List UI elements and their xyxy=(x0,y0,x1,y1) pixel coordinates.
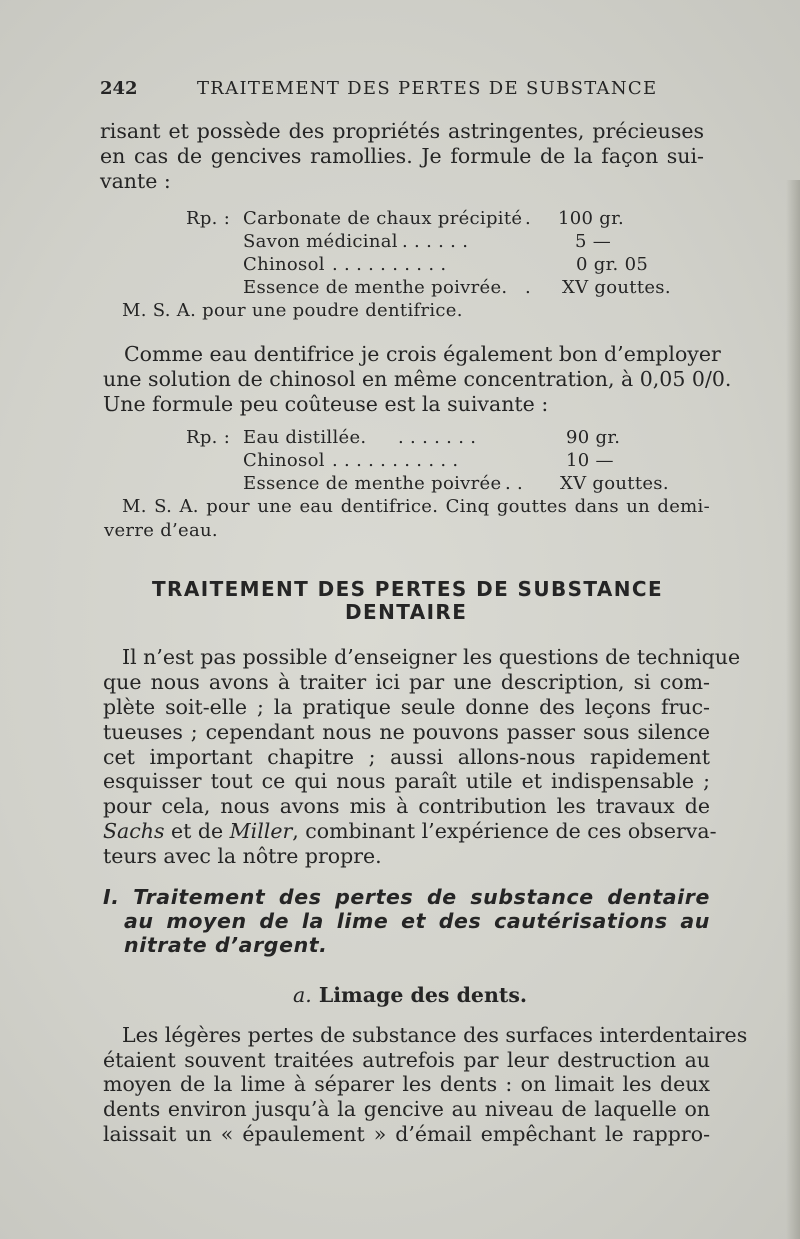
recipe1-msa: M. S. A. pour une poudre dentifrice. xyxy=(122,300,463,321)
intro-line-1: risant et possède des propriétés astringentes, précieuses xyxy=(100,119,704,143)
running-header xyxy=(100,78,720,104)
intro-line-2: en cas de gencives ramollies. Je formule de la façon sui- xyxy=(100,144,704,168)
recipe1-item-2-dots: . . . . . . xyxy=(402,231,469,252)
recipe2-item-1-dots: . . . . . . . xyxy=(398,427,477,448)
para3-line-9: teurs avec la nôtre propre. xyxy=(103,844,382,868)
recipe1-item-4-dots: . xyxy=(525,277,532,298)
para3-line-5: cet important chapitre ; aussi allons-nous rapidement xyxy=(103,745,710,769)
recipe1-item-1-qty: 100 gr. xyxy=(558,208,625,229)
recipe2-msa-line-1: M. S. A. pour une eau dentifrice. Cinq gouttes dans un demi- xyxy=(122,496,710,517)
subsection-title-line-2: au moyen de la lime et des cautérisations au xyxy=(124,909,710,933)
para4-line-2: étaient souvent traitées autrefois par leur destruction au xyxy=(103,1048,710,1072)
para4-line-5: laissait un « épaulement » d’émail empêchant le rappro- xyxy=(103,1122,710,1146)
recipe2-item-3-dots: . . xyxy=(505,473,524,494)
recipe1-item-1-dots: . xyxy=(525,208,532,229)
page-edge-shadow xyxy=(786,180,800,1239)
minor-heading xyxy=(100,982,720,1008)
recipe2-item-1-qty: 90 gr. xyxy=(566,427,621,448)
para2-line-2: une solution de chinosol en même concentration, à 0,05 0/0. xyxy=(103,367,732,391)
recipe2-item-3-qty: XV gouttes. xyxy=(560,473,669,494)
para4-line-1: Les légères pertes de substance des surfaces interdentaires xyxy=(122,1023,748,1047)
para3-line-8-rest: , combinant l’expérience de ces observa- xyxy=(292,819,717,843)
recipe1-item-3-name: Chinosol xyxy=(243,254,325,275)
para3-line-7: pour cela, nous avons mis à contribution les travaux de xyxy=(103,794,710,818)
para3-line-3: plète soit-elle ; la pratique seule donne des leçons fruc- xyxy=(103,695,710,719)
para3-line-8 xyxy=(103,818,717,844)
recipe1-item-4-name: Essence de menthe poivrée. xyxy=(243,277,508,298)
recipe1-item-1-name: Carbonate de chaux précipité xyxy=(243,208,523,229)
subsection-title-line-3: nitrate d’argent. xyxy=(124,933,328,957)
para4-line-4: dents environ jusqu’à la gencive au niveau de laquelle on xyxy=(103,1097,710,1121)
recipe2-item-3-name: Essence de menthe poivrée xyxy=(243,473,502,494)
para3-line-1: Il n’est pas possible d’enseigner les questions de technique xyxy=(122,645,741,669)
section-title-line-1: TRAITEMENT DES PERTES DE SUBSTANCE xyxy=(152,577,664,601)
para2-line-3: Une formule peu coûteuse est la suivante : xyxy=(103,392,549,416)
para3-line-8-mid: et de xyxy=(164,819,230,843)
recipe1-item-3-dots: . . . . . . . . . . xyxy=(332,254,447,275)
recipe1-item-2-qty: 5 — xyxy=(575,231,612,252)
recipe2-item-2-qty: 10 — xyxy=(566,450,614,471)
intro-line-3: vante : xyxy=(100,169,171,193)
recipe1-item-4-qty: XV gouttes. xyxy=(562,277,671,298)
para3-line-4: tueuses ; cependant nous ne pouvons passer sous silence xyxy=(103,720,710,744)
recipe1-rp: Rp. : xyxy=(186,208,231,229)
para3-line-2: que nous avons à traiter ici par une description, si com- xyxy=(103,670,710,694)
minor-heading-text: Limage des dents. xyxy=(311,983,528,1007)
recipe1-item-3-qty: 0 gr. 05 xyxy=(576,254,649,275)
minor-heading-letter: a. xyxy=(292,983,312,1007)
author-sachs: Sachs xyxy=(103,819,165,843)
para4-line-3: moyen de la lime à séparer les dents : on limait les deux xyxy=(103,1072,710,1096)
author-miller: Miller xyxy=(229,819,293,843)
subsection-title-line-1: I. Traitement des pertes de substance dentaire xyxy=(103,885,710,909)
page-number: 242 xyxy=(100,78,138,99)
section-title-line-2: DENTAIRE xyxy=(345,600,468,624)
recipe2-item-1-name: Eau distillée. xyxy=(243,427,367,448)
para3-line-6: esquisser tout ce qui nous paraît utile et indispensable ; xyxy=(103,769,710,793)
recipe1-item-2-name: Savon médicinal xyxy=(243,231,398,252)
recipe2-item-2-name: Chinosol xyxy=(243,450,325,471)
recipe2-rp: Rp. : xyxy=(186,427,231,448)
para2-line-1: Comme eau dentifrice je crois également bon d’employer xyxy=(124,342,721,366)
running-title: TRAITEMENT DES PERTES DE SUBSTANCE xyxy=(197,78,658,99)
recipe2-msa-line-2: verre d’eau. xyxy=(104,520,218,541)
recipe2-item-2-dots: . . . . . . . . . . . xyxy=(332,450,459,471)
